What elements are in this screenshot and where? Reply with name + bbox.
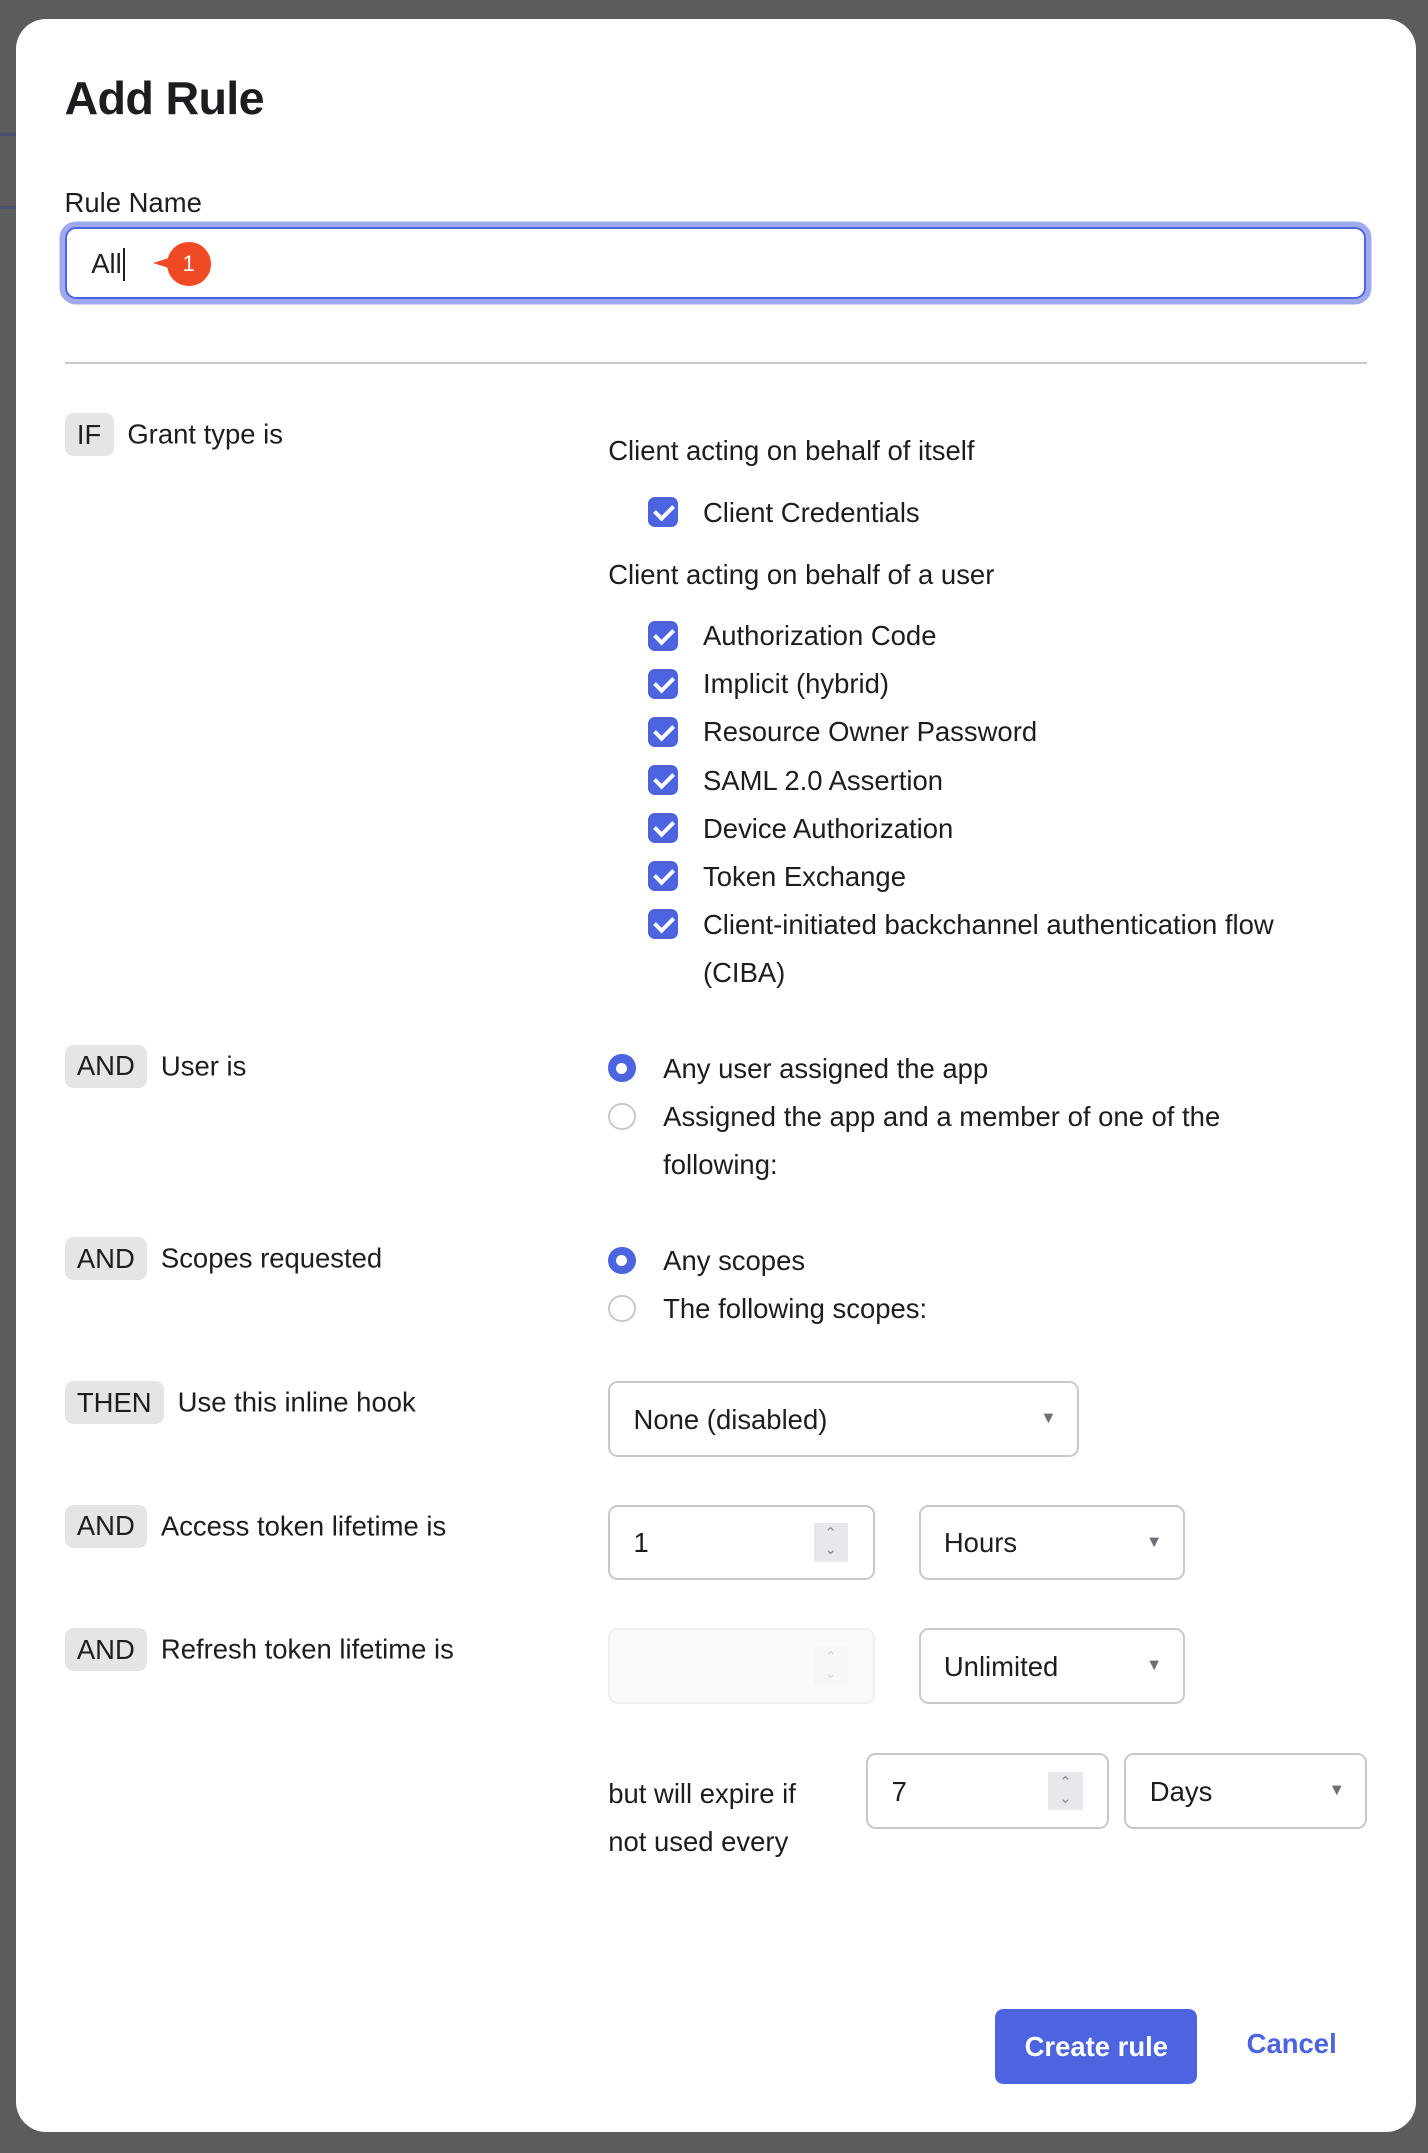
dialog-title: Add Rule xyxy=(64,72,264,125)
expire-text: but will expire if xyxy=(608,1777,796,1809)
checkbox-implicit[interactable] xyxy=(648,669,678,699)
checkbox-authorization-code[interactable] xyxy=(648,621,678,651)
rule-name-label: Rule Name xyxy=(64,186,202,218)
inline-hook-label: Use this inline hook xyxy=(177,1386,416,1418)
group-heading: Client acting on behalf of a user xyxy=(608,558,995,590)
checkbox-label: Client-initiated backchannel authentication flow xyxy=(702,908,1274,940)
user-is-label: User is xyxy=(160,1050,247,1082)
select-value: None (disabled) xyxy=(633,1403,828,1435)
radio-any-scopes[interactable] xyxy=(608,1247,635,1274)
checkbox-label: Client Credentials xyxy=(702,496,920,528)
checkbox-saml-assertion[interactable] xyxy=(648,765,678,795)
chevron-down-icon: ▼ xyxy=(1145,1656,1163,1675)
input-value: 1 xyxy=(633,1527,649,1559)
refresh-lifetime-input[interactable] xyxy=(608,1628,874,1704)
select-value: Hours xyxy=(943,1527,1018,1559)
rule-name-input[interactable] xyxy=(65,227,1367,300)
checkbox-label: Implicit (hybrid) xyxy=(702,668,890,700)
group-heading: Client acting on behalf of itself xyxy=(608,434,975,466)
stepper-icon: ⌃ ⌄ xyxy=(814,1647,848,1685)
refresh-lifetime-label: Refresh token lifetime is xyxy=(160,1633,454,1665)
chevron-down-icon: ▼ xyxy=(1145,1532,1163,1551)
radio-following-scopes[interactable] xyxy=(608,1295,635,1322)
if-tag: IF xyxy=(65,413,114,456)
radio-assigned-member[interactable] xyxy=(608,1103,635,1130)
checkbox-client-credentials[interactable] xyxy=(648,497,678,527)
radio-label: Assigned the app and a member of one of the xyxy=(663,1100,1221,1132)
checkbox-token-exchange[interactable] xyxy=(648,861,678,891)
stepper-icon[interactable]: ⌃ ⌄ xyxy=(1048,1772,1082,1810)
checkbox-device-authorization[interactable] xyxy=(648,813,678,843)
chevron-down-icon: ▼ xyxy=(1328,1781,1345,1800)
radio-label: Any user assigned the app xyxy=(663,1052,989,1084)
cancel-button[interactable]: Cancel xyxy=(1246,2027,1337,2059)
checkbox-label: Authorization Code xyxy=(702,620,937,652)
inline-hook-select[interactable] xyxy=(608,1381,1079,1457)
radio-any-user[interactable] xyxy=(608,1054,635,1081)
checkbox-label: (CIBA) xyxy=(702,956,786,988)
expire-value-input[interactable] xyxy=(866,1753,1109,1829)
refresh-lifetime-unit-select[interactable] xyxy=(919,1628,1185,1704)
create-rule-button[interactable]: Create rule xyxy=(995,2009,1197,2085)
expire-text: not used every xyxy=(608,1825,789,1857)
select-value: Unlimited xyxy=(943,1650,1059,1682)
radio-label: Any scopes xyxy=(663,1245,806,1277)
expire-unit-select[interactable] xyxy=(1124,1753,1367,1829)
add-rule-dialog xyxy=(16,19,1415,2132)
rule-name-value: All xyxy=(91,247,122,279)
background-decoration xyxy=(0,206,16,209)
text-caret xyxy=(123,248,125,281)
and-tag: AND xyxy=(65,1505,148,1548)
radio-label: following: xyxy=(663,1148,778,1180)
checkbox-ciba[interactable] xyxy=(648,909,678,939)
chevron-down-icon: ▼ xyxy=(1040,1409,1057,1428)
checkbox-label: Resource Owner Password xyxy=(702,716,1038,748)
and-tag: AND xyxy=(65,1628,148,1671)
radio-label: The following scopes: xyxy=(663,1293,928,1325)
checkbox-resource-owner-password[interactable] xyxy=(648,717,678,747)
step-marker-badge: 1 xyxy=(167,242,211,286)
checkbox-label: Device Authorization xyxy=(702,812,954,844)
access-lifetime-unit-select[interactable] xyxy=(919,1505,1185,1581)
access-lifetime-label: Access token lifetime is xyxy=(160,1510,447,1542)
stepper-icon[interactable]: ⌃ ⌄ xyxy=(814,1523,848,1561)
and-tag: AND xyxy=(65,1045,148,1088)
input-value: 7 xyxy=(891,1775,907,1807)
background-decoration xyxy=(0,133,16,136)
access-lifetime-input[interactable] xyxy=(608,1505,874,1581)
checkbox-label: Token Exchange xyxy=(702,860,906,892)
and-tag: AND xyxy=(65,1237,148,1280)
select-value: Days xyxy=(1149,1775,1213,1807)
grant-type-label: Grant type is xyxy=(127,418,283,450)
scopes-label: Scopes requested xyxy=(160,1242,383,1274)
then-tag: THEN xyxy=(65,1381,164,1424)
divider xyxy=(65,362,1368,363)
checkbox-label: SAML 2.0 Assertion xyxy=(702,764,944,796)
